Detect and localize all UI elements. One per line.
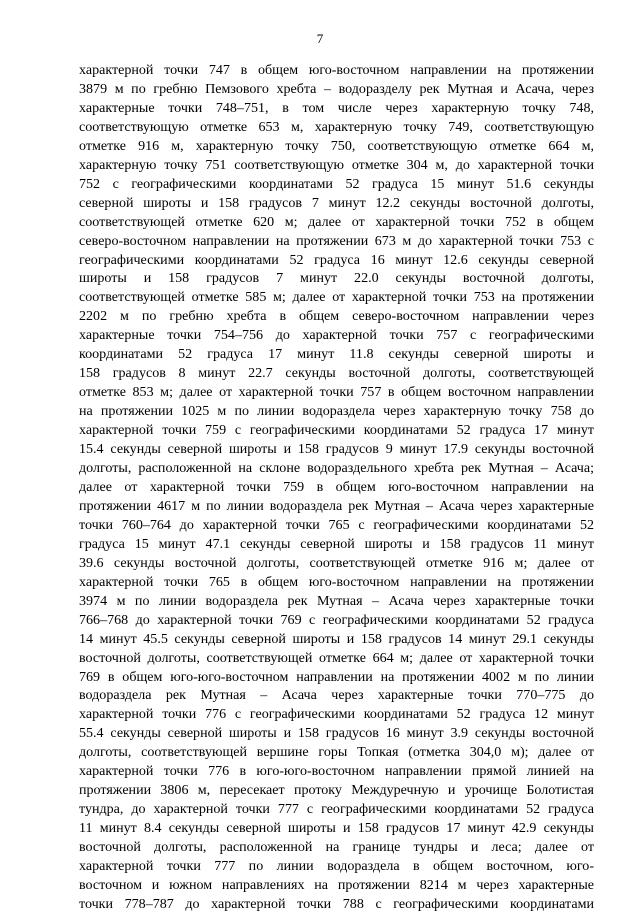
text-line: 766–768 до характерной точки 769 с географическими координатами 52 градуса	[79, 611, 594, 628]
text-line: характерной точки 765 в общем юго-восточном направлении на протяжении	[79, 573, 594, 590]
text-line: характерной точки 776 в юго-юго-восточном направлении прямой линией на	[79, 763, 594, 780]
text-line: характерную точку 751 соответствующую отметке 304 м, до характерной точки	[79, 156, 594, 173]
text-line: 11 минут 8.4 секунды северной широты и 158 градусов 17 минут 42.9 секунды	[79, 820, 594, 837]
text-line: географическими координатами 52 градуса 16 минут 12.6 секунды северной	[79, 251, 594, 268]
text-line: точки 760–764 до характерной точки 765 с географическими координатами 52	[79, 516, 594, 533]
text-line: соответствующую отметке 653 м, характерную точку 749, соответствующую	[79, 118, 594, 135]
text-line: 55.4 секунды северной широты и 158 градусов 16 минут 3.9 секунды восточной	[79, 725, 594, 742]
text-line: характерной точки 747 в общем юго-восточном направлении на протяжении	[79, 62, 594, 78]
text-line: характерные точки 748–751, в том числе через характерную точку 748,	[79, 99, 594, 116]
text-line: восточном и южном направлениях на протяжении 8214 м через характерные	[79, 876, 594, 893]
text-line: долготы, соответствующей вершине горы Топкая (отметка 304,0 м); далее от	[79, 744, 594, 761]
text-line: тундра, до характерной точки 777 с географическими координатами 52 градуса	[79, 801, 594, 818]
text-line: протяжении 4617 м по линии водораздела рек Мутная – Асача через характерные	[79, 497, 594, 514]
text-line: 14 минут 45.5 секунды северной широты и 158 градусов 14 минут 29.1 секунды	[79, 630, 594, 647]
text-line: точки 778–787 до характерной точки 788 с географическими координатами	[79, 895, 594, 912]
text-line: градуса 15 минут 47.1 секунды северной широты и 158 градусов 11 минут	[79, 535, 594, 552]
text-line: на протяжении 1025 м по линии водораздела через характерную точку 758 до	[79, 403, 594, 420]
text-line: 2202 м по гребню хребта в общем северо-восточном направлении через	[79, 308, 594, 325]
text-line: 752 с географическими координатами 52 градуса 15 минут 51.6 секунды	[79, 175, 594, 192]
text-line: 3974 м по линии водораздела рек Мутная – Асача через характерные точки	[79, 592, 594, 609]
text-line: широты и 158 градусов 7 минут 22.0 секунды восточной долготы,	[79, 270, 594, 287]
text-line: северной широты и 158 градусов 7 минут 12.2 секунды восточной долготы,	[79, 194, 594, 211]
text-line: восточной долготы, расположенной на границе тундры и леса; далее от	[79, 839, 594, 856]
text-line: 158 градусов 8 минут 22.7 секунды восточной долготы, соответствующей	[79, 365, 594, 382]
text-line: 15.4 секунды северной широты и 158 градусов 9 минут 17.9 секунды восточной	[79, 441, 594, 458]
body-paragraph	[79, 61, 594, 914]
text-line: характерной точки 777 по линии водораздела в общем восточном, юго-	[79, 858, 594, 875]
text-line: координатами 52 градуса 17 минут 11.8 секунды северной широты и	[79, 346, 594, 363]
text-line: отметке 853 м; далее от характерной точки 757 в общем восточном направлении	[79, 384, 594, 401]
text-line: северо-восточном направлении на протяжении 673 м до характерной точки 753 с	[79, 232, 594, 249]
text-line: водораздела рек Мутная – Асача через характерные точки 770–775 до	[79, 687, 594, 704]
text-line: характерной точки 776 с географическими координатами 52 градуса 12 минут	[79, 706, 594, 723]
text-line: соответствующей отметке 585 м; далее от характерной точки 753 на протяжении	[79, 289, 594, 306]
text-line: восточной долготы, соответствующей отметке 664 м; далее от характерной точки	[79, 649, 594, 666]
text-line: отметке 916 м, характерную точку 750, соответствующую отметке 664 м,	[79, 137, 594, 154]
text-line: 3879 м по гребню Пемзового хребта – водоразделу рек Мутная и Асача, через	[79, 80, 594, 97]
text-line: далее от характерной точки 759 в общем юго-восточном направлении на	[79, 478, 594, 495]
text-line: соответствующей отметке 620 м; далее от характерной точки 752 в общем	[79, 213, 594, 230]
text-line: протяжении 3806 м, пересекает протоку Междуречную и урочище Болотистая	[79, 782, 594, 799]
page-number: 7	[316, 31, 324, 46]
text-line: 39.6 секунды восточной долготы, соответствующей отметке 916 м; далее от	[79, 554, 594, 571]
text-line: характерной точки 759 с географическими координатами 52 градуса 17 минут	[79, 422, 594, 439]
text-line: долготы, расположенной на склоне водораздельного хребта рек Мутная – Асача;	[79, 460, 594, 477]
text-line: 769 в общем юго-юго-восточном направлении на протяжении 4002 м по линии	[79, 668, 594, 685]
text-line: характерные точки 754–756 до характерной точки 757 с географическими	[79, 327, 594, 344]
